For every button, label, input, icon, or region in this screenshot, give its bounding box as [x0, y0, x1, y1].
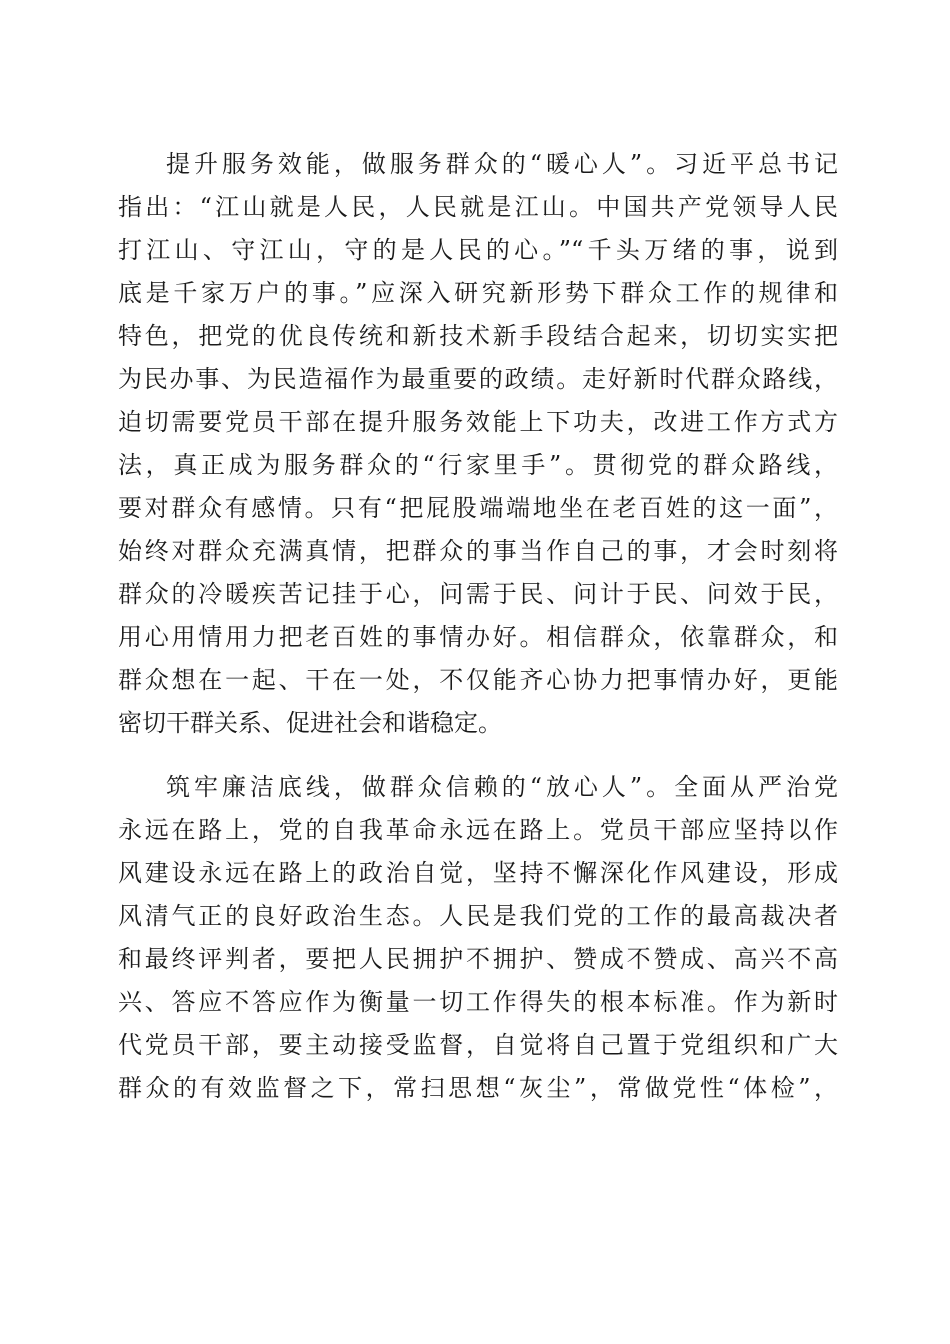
paragraph-line: 始终对群众充满真情，把群众的事当作自己的事，才会时刻将 [118, 537, 838, 565]
paragraph-line: 永远在路上，党的自我革命永远在路上。党员干部应坚持以作 [118, 816, 838, 844]
paragraph-line: 风清气正的良好政治生态。人民是我们党的工作的最高裁决者 [118, 902, 838, 930]
paragraph-line: 群众的有效监督之下，常扫思想“灰尘”，常做党性“体检”， [118, 1074, 838, 1102]
paragraph-line: 打江山、守江山，守的是人民的心。”“千头万绪的事，说到 [118, 236, 838, 264]
paragraph-line: 指出：“江山就是人民，人民就是江山。中国共产党领导人民 [118, 193, 838, 221]
paragraph-line: 和最终评判者，要把人民拥护不拥护、赞成不赞成、高兴不高 [118, 945, 838, 973]
paragraph-line: 底是千家万户的事。”应深入研究新形势下群众工作的规律和 [118, 279, 838, 307]
paragraph-line: 法，真正成为服务群众的“行家里手”。贯彻党的群众路线， [118, 451, 838, 479]
paragraph-line: 用心用情用力把老百姓的事情办好。相信群众，依靠群众，和 [118, 623, 838, 651]
paragraph-line: 风建设永远在路上的政治自觉，坚持不懈深化作风建设，形成 [118, 859, 838, 887]
paragraph-line: 群众的冷暖疾苦记挂于心，问需于民、问计于民、问效于民， [118, 580, 838, 608]
paragraph-line: 密切干群关系、促进社会和谐稳定。 [118, 709, 502, 737]
paragraph-line: 迫切需要党员干部在提升服务效能上下功夫，改进工作方式方 [118, 408, 838, 436]
paragraph-line: 兴、答应不答应作为衡量一切工作得失的根本标准。作为新时 [118, 988, 838, 1016]
paragraph-line: 特色，把党的优良传统和新技术新手段结合起来，切切实实把 [118, 322, 838, 350]
paragraph-line: 要对群众有感情。只有“把屁股端端地坐在老百姓的这一面”， [118, 494, 838, 522]
paragraph-line: 筑牢廉洁底线，做群众信赖的“放心人”。全面从严治党 [166, 773, 838, 801]
paragraph-line: 群众想在一起、干在一处，不仅能齐心协力把事情办好，更能 [118, 666, 838, 694]
paragraph-line: 代党员干部，要主动接受监督，自觉将自己置于党组织和广大 [118, 1031, 838, 1059]
paragraph-line: 为民办事、为民造福作为最重要的政绩。走好新时代群众路线， [118, 365, 838, 393]
paragraph-line: 提升服务效能，做服务群众的“暖心人”。习近平总书记 [166, 150, 838, 178]
